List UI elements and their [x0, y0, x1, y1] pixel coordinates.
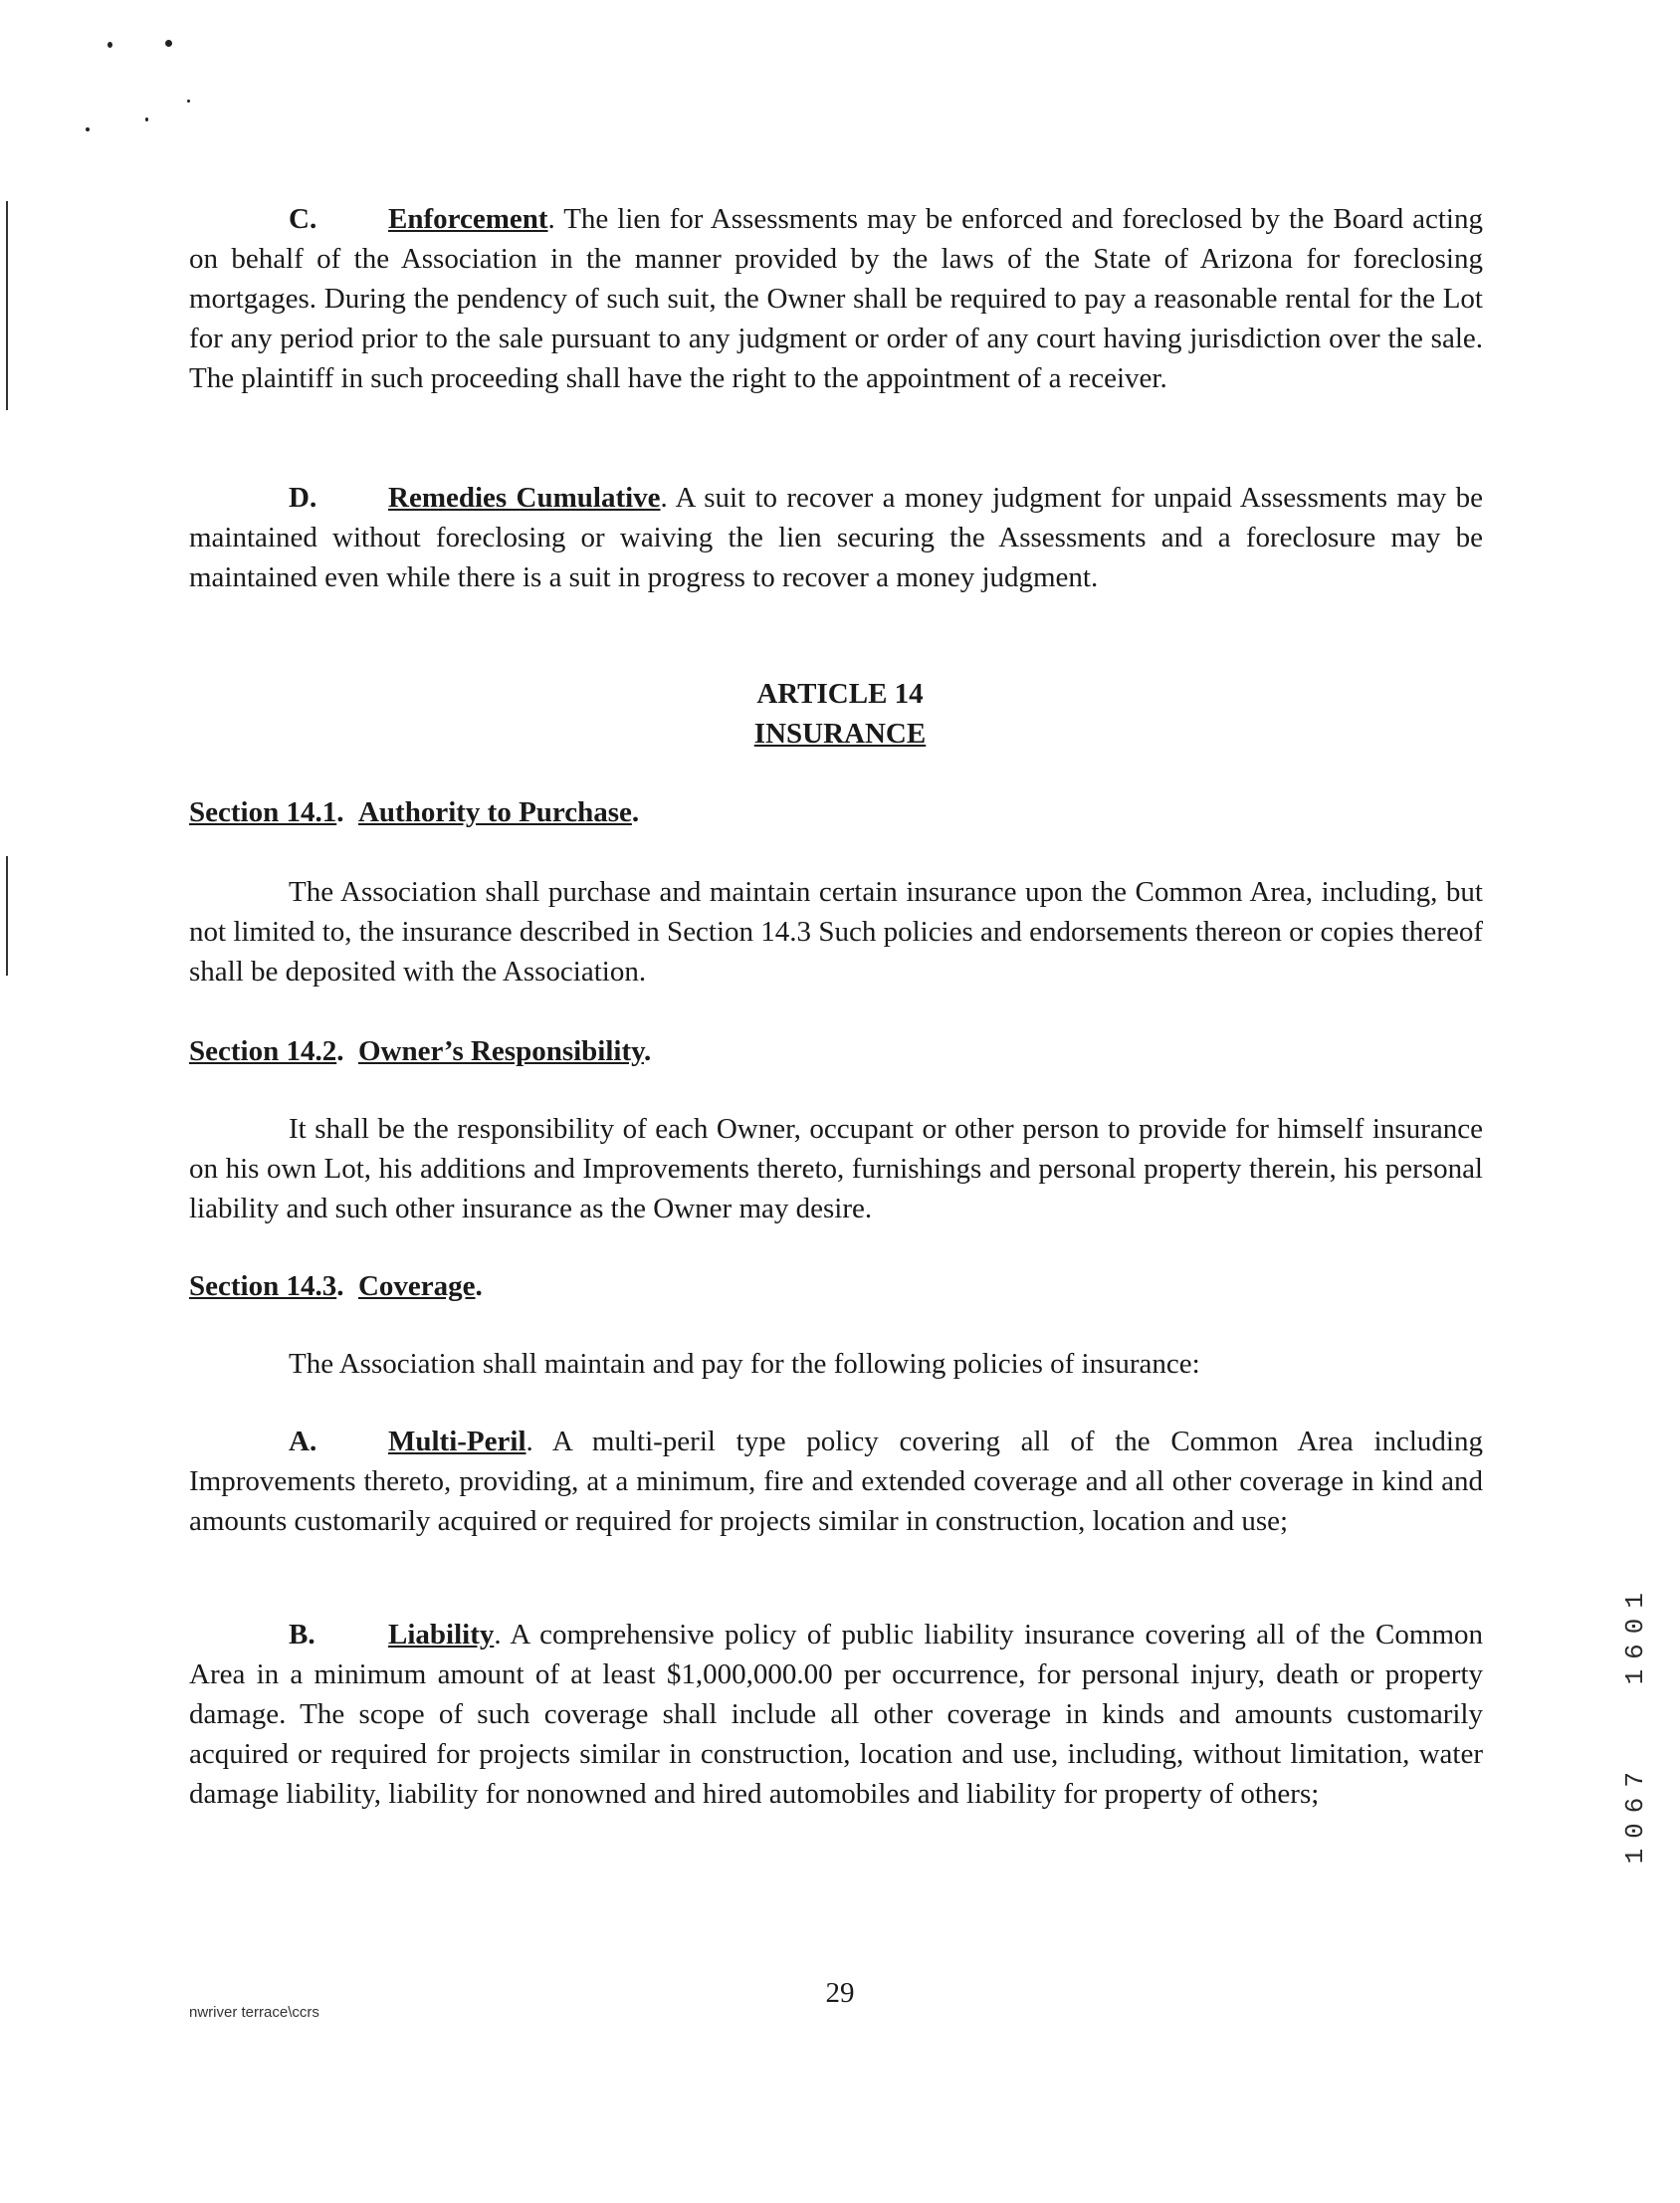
- item-letter: B.: [289, 1619, 315, 1651]
- section-number: Section 14.2: [189, 1035, 337, 1067]
- liability-text: . A comprehensive policy of public liability insurance covering all of the Common Area in a minimum amount of at least $1,000,000.00 per occurrence, for personal injury, death or property damage. The scope of such coverage shall include all other coverage in kinds and amounts customarily acquired or required for projects similar in construction, location and use, including, without limitation, water damage liability, liability for nonowned and hired automobiles and liability for property of others;: [189, 1619, 1483, 1810]
- section-14-1: [189, 792, 1483, 832]
- section-14-3: [189, 1266, 1483, 1306]
- stamp-top-number: 1601: [1620, 1583, 1650, 1685]
- multi-peril-paragraph: [189, 1422, 1483, 1541]
- section-heading: Section 14.1. Authority to Purchase.: [189, 796, 640, 828]
- section-heading: Section 14.3. Coverage.: [189, 1270, 483, 1302]
- scan-speck: [86, 127, 90, 131]
- section-text: It shall be the responsibility of each Owner, occupant or other person to provide for himself insurance on his own Lot, his additions and Improvements thereto, furnishings and personal property therein, his personal liability and such other insurance as the Owner may desire.: [189, 1113, 1483, 1224]
- scan-speck: [165, 40, 172, 47]
- liability-heading: Liability: [388, 1619, 495, 1651]
- remedies-text: . A suit to recover a money judgment for unpaid Assessments may be maintained without foreclosing or waiving the lien securing the Assessments and a foreclosure may be maintained even while there is a suit in progress to recover a money judgment.: [189, 482, 1483, 593]
- section-14-2-body: [189, 1109, 1483, 1228]
- multi-peril-heading: Multi-Peril: [388, 1426, 526, 1457]
- item-letter: D.: [289, 482, 317, 514]
- section-title: Owner’s Responsibility: [357, 1035, 645, 1067]
- article-title: INSURANCE: [753, 718, 927, 750]
- enforcement-text: . The lien for Assessments may be enforced and foreclosed by the Board acting on behalf of the Association in the manner provided by the laws of the State of Arizona for foreclosing mortgages. During the pendency of such suit, the Owner shall be required to pay a reasonable rental for the Lot for any period prior to the sale pursuant to any judgment or order of any court having jurisdiction over the sale. The plaintiff in such proceeding shall have the right to the appointment of a receiver.: [189, 203, 1483, 394]
- remedies-paragraph: [189, 478, 1483, 597]
- section-text: The Association shall purchase and maintain certain insurance upon the Common Area, including, but not limited to, the insurance described in Section 14.3 Such policies and endorsements thereon or copies thereof shall be deposited with the Association.: [189, 876, 1483, 988]
- article-number: ARTICLE 14: [756, 678, 924, 710]
- section-14-2: [189, 1031, 1483, 1071]
- stamp-bottom-number: 1067: [1620, 1762, 1650, 1865]
- section-title: Coverage: [357, 1270, 476, 1302]
- file-reference: nwriver terrace\ccrs: [189, 2004, 319, 2021]
- page-number: 29: [825, 1977, 855, 2009]
- section-14-1-body: [189, 872, 1483, 991]
- enforcement-heading: Enforcement: [388, 203, 548, 235]
- multi-peril-text: . A multi-peril type policy covering all of the Common Area including Improvements thereto, providing, at a minimum, fire and extended coverage and all other coverage in kind and amounts customarily acquired or required for projects similar in construction, location and use;: [189, 1426, 1483, 1537]
- item-letter: A.: [289, 1426, 317, 1457]
- margin-change-bar: [6, 201, 8, 410]
- section-number: Section 14.1: [189, 796, 337, 828]
- section-text: The Association shall maintain and pay for the following policies of insurance:: [289, 1348, 1200, 1380]
- article-heading: [0, 674, 1680, 754]
- section-number: Section 14.3: [189, 1270, 337, 1302]
- section-title: Authority to Purchase: [357, 796, 632, 828]
- enforcement-paragraph: [189, 199, 1483, 398]
- margin-change-bar: [6, 856, 8, 976]
- recording-stamp: [1610, 1583, 1650, 1911]
- liability-paragraph: [189, 1615, 1483, 1814]
- remedies-heading: Remedies Cumulative: [388, 482, 661, 514]
- section-14-3-intro: [189, 1344, 1483, 1384]
- item-letter: C.: [289, 203, 317, 235]
- scan-speck: [145, 117, 148, 121]
- scan-speck: [107, 42, 112, 48]
- section-heading: Section 14.2. Owner’s Responsibility.: [189, 1035, 652, 1067]
- scan-speck: [187, 100, 190, 103]
